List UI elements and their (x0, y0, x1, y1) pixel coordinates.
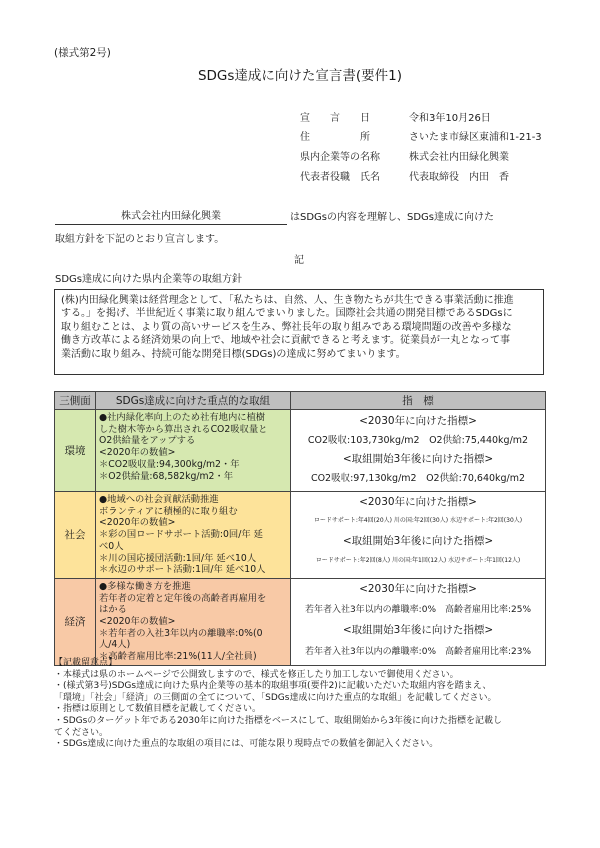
effort-line: ＊水辺のサポート活動:1回/年 延べ10人 (99, 564, 266, 576)
note-line: ・指標は原則として数値目標を記載してください。 (54, 704, 262, 715)
effort-line: ●多様な働き方を推進 (99, 580, 191, 592)
notes-section (54, 658, 554, 751)
declaration-text-1: はSDGsの内容を理解し、SDGs達成に向けた (290, 212, 495, 223)
indicator-3y-value: ロードサポート:年2回(8人) 川の国:年1回(12人) 水辺サポート:年1回(12人) (315, 557, 521, 564)
note-line: 「環境」「社会」「経済」の三側面の全てについて、「SDGs達成に向けた重点的な取組」を記載してください。 (54, 692, 497, 703)
effort-environment (96, 410, 291, 492)
indicator-3y-title: <取組開始3年後に向けた指標> (342, 453, 494, 465)
aspects-table (54, 391, 546, 666)
effort-line: <2020年の数値> (99, 447, 176, 459)
address-label: 住 所 (300, 132, 370, 143)
company-value: 株式会社内田緑化興業 (409, 152, 509, 163)
effort-line: <2020年の数値> (99, 616, 176, 628)
company-label: 県内企業等の名称 (300, 152, 380, 163)
effort-economy (96, 578, 291, 665)
effort-line: ●地域への社会貢献活動推進 (99, 494, 219, 505)
effort-line: はかる (99, 604, 127, 616)
effort-line: ＊高齢者雇用比率:21%(11人/全社員) (99, 651, 257, 663)
ki-marker: 記 (294, 255, 304, 266)
aspect-environment: 環境 (55, 410, 96, 492)
header-effort: SDGs達成に向けた重点的な取組 (96, 392, 291, 410)
effort-line: ●社内緑化率向上のため社有地内に植樹 (99, 412, 266, 423)
table-header-row (55, 392, 546, 410)
policy-line: 働き方改革による経済効果の向上で、地域や社会に貢献できると考えます。従業員が一丸となって事 (61, 335, 510, 347)
effort-line: ＊O2供給量:68,582kg/m2・年 (99, 470, 234, 482)
indicator-2030-value: CO2吸収:103,730kg/m2 O2供給:75,440kg/m2 (307, 435, 529, 446)
effort-line: ＊若年者の入社3年以内の離職率:0%(0 (99, 627, 263, 639)
indicator-2030-title: <2030年に向けた指標> (359, 582, 477, 595)
notes-heading: 【記載留意点】 (54, 658, 118, 668)
effort-line: ボランティアに積極的に取り組む (99, 505, 238, 517)
indicator-environment (291, 410, 546, 492)
representative-value: 代表取締役 内田 香 (409, 172, 509, 183)
representative-label: 代表者役職 氏名 (300, 172, 380, 183)
table-row-society (55, 492, 546, 579)
effort-line: <2020年の数値> (99, 517, 176, 529)
header-indicator: 指 標 (291, 392, 546, 410)
indicator-economy (291, 578, 546, 665)
form-number: (様式第2号) (54, 47, 111, 59)
declaration-text-2: 取組方針を下記のとおり宣言します。 (55, 234, 225, 245)
effort-line: 若年者の定着と定年後の高齢者再雇用を (99, 592, 267, 604)
indicator-3y-value: CO2吸収:97,130kg/m2 O2供給:70,640kg/m2 (310, 473, 526, 484)
effort-line: した樹木等から算出されるCO2吸収量と (99, 423, 268, 435)
policy-box (54, 289, 544, 375)
note-line: ・SDGsのターゲット年である2030年に向けた指標をベースにして、取組開始から3年後に向けた指標を記載し (54, 715, 502, 726)
indicator-2030-title: <2030年に向けた指標> (359, 496, 477, 508)
date-label: 宣 言 日 (300, 113, 370, 124)
table-row-environment (55, 410, 546, 492)
indicator-2030-title: <2030年に向けた指標> (359, 415, 477, 427)
header-aspect: 三側面 (55, 392, 96, 410)
aspect-economy: 経済 (55, 578, 96, 665)
table-row-economy (55, 578, 546, 665)
effort-line: ＊彩の国ロードサポート活動:0回/年 延 (99, 529, 263, 541)
indicator-2030-value: ロードサポート:年4回(20人) 川の国:年2回(30人) 水辺サポート:年2回(30人) (313, 517, 523, 524)
effort-line: ＊CO2吸収量:94,300kg/m2・年 (99, 458, 240, 470)
note-line: ・(様式第3号)SDGs達成に向けた県内企業等の基本的取組事項(要件2)に記載いただいた取組内容を踏まえ、 (54, 681, 492, 692)
indicator-2030-value: 若年者入社3年以内の離職率:0% 高齢者雇用比率:25% (304, 604, 532, 615)
declaration-company: 株式会社内田緑化興業 (55, 207, 287, 225)
effort-line: 人/4人) (99, 639, 131, 651)
aspect-society: 社会 (55, 492, 96, 579)
indicator-3y-title: <取組開始3年後に向けた指標> (342, 535, 494, 547)
policy-line: (株)内田緑化興業は経営理念として、「私たちは、自然、人、生き物たちが共生できる事業活動に推進 (61, 295, 514, 306)
note-line: ・本様式は県のホームページで公開致しますので、様式を修正したり加工しないで御使用ください。 (54, 669, 459, 680)
policy-heading: SDGs達成に向けた県内企業等の取組方針 (55, 274, 243, 285)
effort-line: O2供給量をアップする (99, 435, 196, 447)
policy-line: 業活動に取り組み、持続可能な開発目標(SDGs)の達成に努めてまいります。 (61, 348, 406, 360)
policy-line: する。」を掲げ、半世紀近く事業に取り組んでまいりました。国際社会共通の開発目標であるSDGsに (61, 308, 513, 320)
effort-society (96, 492, 291, 579)
indicator-3y-value: 若年者入社3年以内の離職率:0% 高齢者雇用比率:23% (304, 646, 532, 657)
document-title: SDGs達成に向けた宣言書(要件1) (197, 68, 403, 84)
effort-line: べ0人 (99, 540, 124, 552)
indicator-society (291, 492, 546, 579)
address-value: さいたま市緑区東浦和1-21-3 (409, 132, 542, 143)
effort-line: ＊川の国応援団活動:1回/年 延べ10人 (99, 552, 257, 564)
note-line: てください。 (54, 727, 109, 738)
date-value: 令和3年10月26日 (409, 113, 491, 124)
indicator-3y-title: <取組開始3年後に向けた指標> (342, 623, 494, 636)
policy-line: 取り組むことは、より質の高いサービスを生み、弊社長年の取り組みである環境問題の改善や多様な (61, 321, 512, 333)
note-line: ・SDGs達成に向けた重点的な取組の項目には、可能な限り現時点での数値を御記入ください。 (54, 739, 439, 750)
